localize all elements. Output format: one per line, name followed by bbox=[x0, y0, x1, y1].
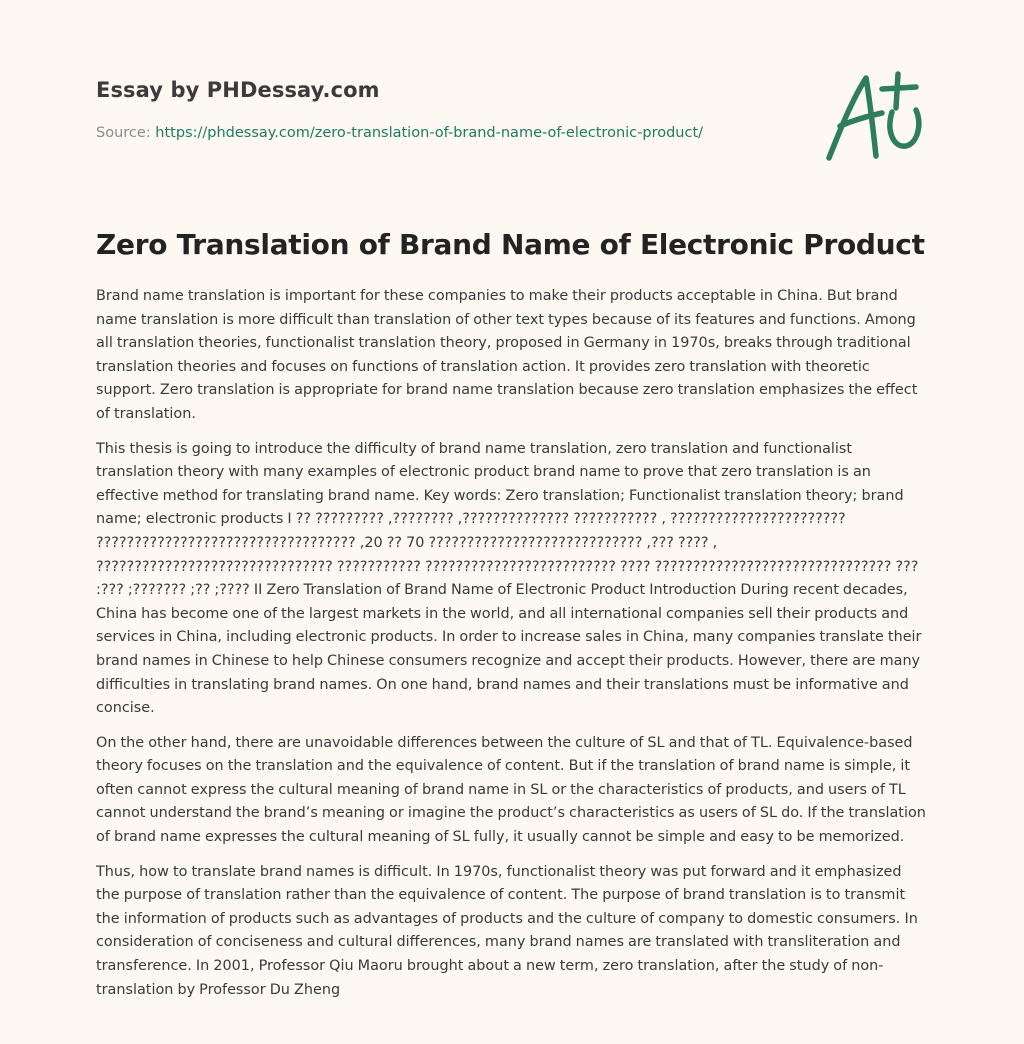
site-header bbox=[96, 76, 796, 143]
essay-paragraph-1: Brand name translation is important for these companies to make their products acceptable in China. But brand name translation is more difficult than translation of other text types because of its features and functions. Among all translation theories, functionalist translation theory, proposed in Germany in 1970s, breaks through traditional translation theories and focuses on functions of translation action. It provides zero translation with theoretic support. Zero translation is appropriate for brand name translation because zero translation emphasizes the effect of translation. bbox=[96, 288, 918, 422]
essay-paragraph-4: Thus, how to translate brand names is difficult. In 1970s, functionalist theory was put forward and it emphasized the purpose of translation rather than the equivalence of content. The purpose of brand translation is to transmit the information of products such as advantages of products and the culture of company to domestic consumers. In consideration of conciseness and cultural differences, many brand names are translated with transliteration and transference. In 2001, Professor Qiu Maoru brought about a new term, zero translation, after the study of non-translation by Professor Du Zheng bbox=[96, 863, 918, 998]
source-label: Source: bbox=[96, 125, 156, 141]
essay-title: Zero Translation of Brand Name of Electronic Product bbox=[96, 228, 925, 261]
a-plus-logo-icon bbox=[820, 66, 932, 166]
site-brand: Essay by PHDessay.com bbox=[96, 78, 380, 102]
source-link[interactable]: https://phdessay.com/zero-translation-of-brand-name-of-electronic-product/ bbox=[155, 125, 704, 141]
source-line bbox=[96, 123, 796, 143]
essay-paragraph-2: This thesis is going to introduce the difficulty of brand name translation, zero translation and functionalist translation theory with many examples of electronic product brand name to prove that zero translation is an effective method for translating brand name. Key words: Zero translation; Functionalist translation theory; brand name; electronic products I ?? ????????? ,???????? ,?????????????? ??????????? , ??????????????????????? ?????????????????????????????????? ,20 ?? 70 ???????????????????????????? ,??? ???? , ??????????????????????????????? ??????????? ????????????????????????? ???? ??????????????????????????????? ??? :??? ;??????? ;?? ;???? II Zero Translation of Brand Name of Electronic Product Introduction During recent decades, China has become one of the largest markets in the world, and all international companies sell their products and services in China, including electronic products. In order to increase sales in China, many companies translate their brand names in Chinese to help Chinese consumers recognize and accept their products. However, there are many difficulties in translating brand names. On one hand, brand names and their translations must be informative and concise. bbox=[96, 440, 922, 717]
essay-body bbox=[96, 285, 926, 1035]
essay-paragraph-3: On the other hand, there are unavoidable differences between the culture of SL and that of TL. Equivalence-based theory focuses on the translation and the equivalence of content. But if the translation of brand name is simple, it often cannot express the cultural meaning of brand name in SL or the characteristics of products, and users of TL cannot understand the brand’s meaning or imagine the product’s characteristics as users of SL do. If the translation of brand name expresses the cultural meaning of SL fully, it usually cannot be simple and easy to be memorized. bbox=[96, 734, 926, 846]
